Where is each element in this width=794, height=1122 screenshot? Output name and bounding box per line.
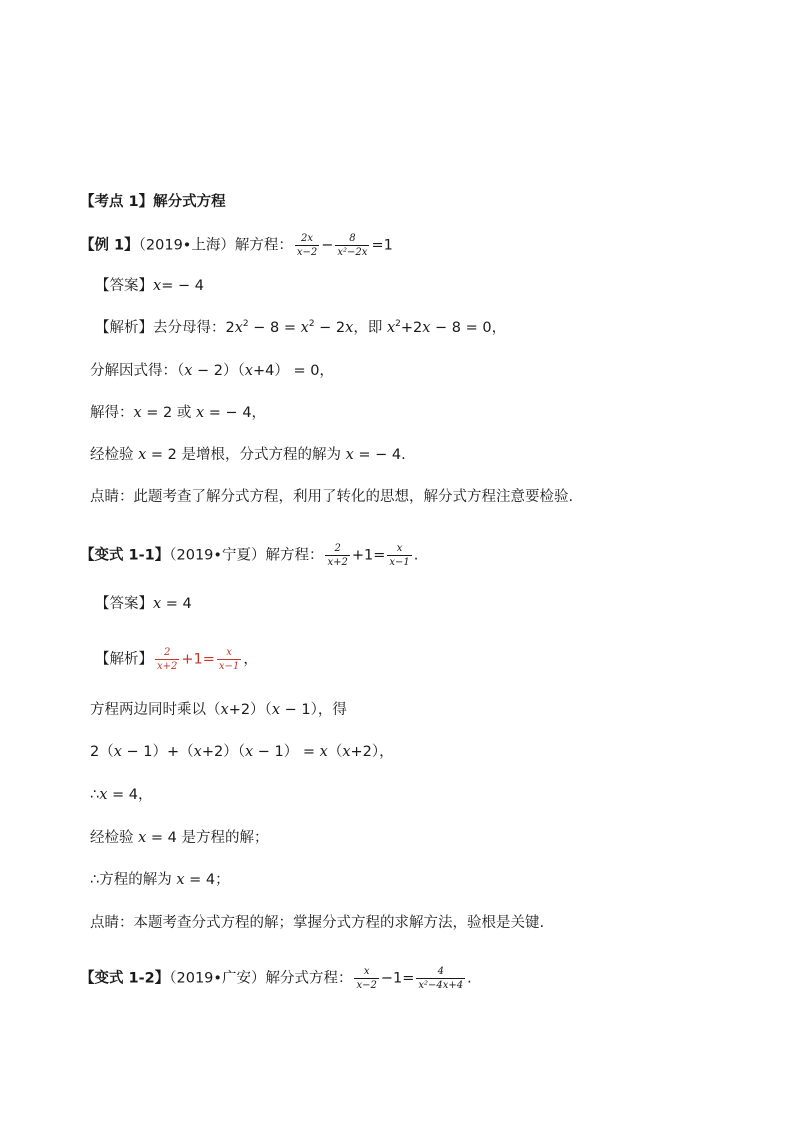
text: = 2 是增根，分式方程的解为 — [146, 447, 346, 463]
text: +2）， — [350, 744, 394, 760]
answer-value: = 4 — [161, 596, 192, 612]
variable: x — [184, 363, 193, 379]
therefore-symbol: ∴ — [90, 787, 100, 803]
variant12-fraction-left — [354, 965, 378, 992]
text: +2）（ — [228, 702, 272, 718]
text: 方程两边同时乘以（ — [90, 702, 221, 718]
variable: x — [244, 744, 254, 760]
text: −1= — [380, 970, 415, 987]
numerator: 2x — [301, 233, 314, 244]
denominator: x²−2x — [337, 247, 368, 258]
denominator: x−2 — [356, 980, 377, 991]
denominator: x−1 — [389, 557, 410, 568]
equation-rhs: =1 — [371, 237, 393, 254]
text: = 4； — [184, 872, 230, 888]
text: . — [413, 547, 419, 564]
variant11-analysis — [95, 646, 258, 673]
example1-analysis — [95, 318, 506, 338]
variable: x — [271, 702, 280, 718]
variable: x — [138, 447, 147, 463]
numerator: 4 — [437, 966, 444, 977]
variable: x — [345, 320, 354, 336]
text: = − 4. — [353, 447, 406, 463]
variable: x — [345, 447, 354, 463]
exponent: 2 — [242, 319, 249, 329]
analysis-label: 【解析】 — [95, 320, 153, 336]
text: = − 4， — [204, 405, 267, 421]
exponent: 2 — [308, 319, 315, 329]
numerator: x — [226, 647, 232, 658]
variant11-step3 — [90, 785, 153, 805]
text: − 1），得 — [280, 702, 347, 718]
example1-fraction-right — [335, 232, 369, 259]
text: − 2）（ — [192, 363, 245, 379]
example1-problem — [80, 232, 393, 259]
variant11-step2 — [90, 742, 394, 762]
text: +2 — [400, 320, 423, 336]
variable: x — [193, 744, 202, 760]
numerator: x — [363, 966, 370, 977]
variable: x — [138, 830, 147, 846]
text: （ — [327, 744, 343, 760]
variable: x — [133, 405, 142, 421]
text: 去分母得：2 — [153, 320, 235, 336]
exponent: 2 — [395, 319, 401, 329]
text: − 8 = — [248, 320, 301, 336]
variant12-fraction-right — [416, 965, 465, 992]
text: +4） = 0， — [252, 363, 334, 379]
text: +2）（ — [201, 744, 245, 760]
denominator: x+2 — [327, 557, 348, 568]
example1-step4 — [90, 445, 406, 465]
text: ， — [243, 651, 258, 668]
variant11-source: （2019•宁夏）解方程： — [169, 547, 324, 564]
text: − 8 = 0， — [430, 320, 507, 336]
numerator: 2 — [164, 647, 171, 658]
example1-comment: 点睛：此题考查了解分式方程，利用了转化的思想，解分式方程注意要检验. — [90, 489, 574, 505]
denominator: x−2 — [296, 247, 318, 258]
answer-label: 【答案】 — [95, 596, 153, 612]
variant12-source: （2019•广安）解分式方程： — [169, 970, 353, 987]
text: − 1）+（ — [121, 744, 194, 760]
variant11-fraction-right — [387, 542, 411, 569]
answer-label: 【答案】 — [95, 278, 153, 294]
variant11-fraction-left — [325, 542, 349, 569]
variable: x — [99, 787, 108, 803]
variable: x — [176, 872, 185, 888]
analysis-label: 【解析】 — [95, 651, 153, 668]
variable: x — [386, 320, 396, 336]
example1-step2 — [90, 361, 334, 381]
text: 2（ — [90, 744, 114, 760]
example1-answer — [95, 276, 204, 296]
variant11-step5 — [90, 870, 230, 890]
denominator: x²−4x+4 — [418, 980, 464, 991]
variable: x — [319, 744, 328, 760]
variant11-step1 — [90, 700, 347, 720]
text: = 2 或 — [141, 405, 196, 421]
text: ∴方程的解为 — [90, 872, 177, 888]
variable: x — [342, 744, 351, 760]
example1-source: （2019•上海）解方程： — [138, 237, 293, 254]
variable: x — [113, 744, 122, 760]
variable: x — [220, 702, 229, 718]
text: 经检验 — [90, 830, 139, 846]
text: − 2 — [314, 320, 346, 336]
variant11-answer — [95, 594, 192, 614]
answer-value: = − 4 — [161, 278, 204, 294]
variable: x — [153, 278, 162, 294]
numerator: 8 — [349, 233, 356, 244]
text: = 4， — [107, 787, 153, 803]
variant12-label: 【变式 1-2】 — [80, 970, 170, 987]
variable: x — [153, 596, 162, 612]
denominator: x+2 — [157, 661, 178, 672]
example1-step3 — [90, 403, 266, 423]
numerator: 2 — [334, 543, 341, 554]
variant11-problem — [80, 542, 418, 569]
text: = 4 是方程的解； — [146, 830, 269, 846]
example1-label: 【例 1】 — [80, 237, 139, 254]
variant12-problem — [80, 965, 472, 992]
minus-sign: − — [321, 237, 334, 254]
variable: x — [196, 405, 205, 421]
text: 分解因式得：（ — [90, 363, 185, 379]
variable: x — [422, 320, 431, 336]
text: ，即 — [353, 320, 387, 336]
denominator: x−1 — [218, 661, 240, 672]
variable: x — [234, 320, 243, 336]
text: +1= — [181, 651, 215, 668]
text: − 1） = — [253, 744, 320, 760]
variant11-comment: 点睛：本题考查分式方程的解；掌握分式方程的求解方法，验根是关键. — [90, 915, 545, 931]
example1-fraction-left — [295, 232, 319, 259]
variable: x — [300, 320, 309, 336]
variable: x — [244, 363, 253, 379]
text: . — [467, 970, 472, 987]
text: 经检验 — [90, 447, 139, 463]
variant11-label: 【变式 1-1】 — [80, 547, 170, 564]
analysis-fraction-left — [155, 646, 179, 673]
section-heading: 【考点 1】解分式方程 — [80, 194, 226, 210]
analysis-fraction-right — [217, 646, 241, 673]
variant11-step4 — [90, 828, 269, 848]
text: 解得： — [90, 405, 134, 421]
text: +1= — [351, 547, 386, 564]
numerator: x — [396, 543, 403, 554]
